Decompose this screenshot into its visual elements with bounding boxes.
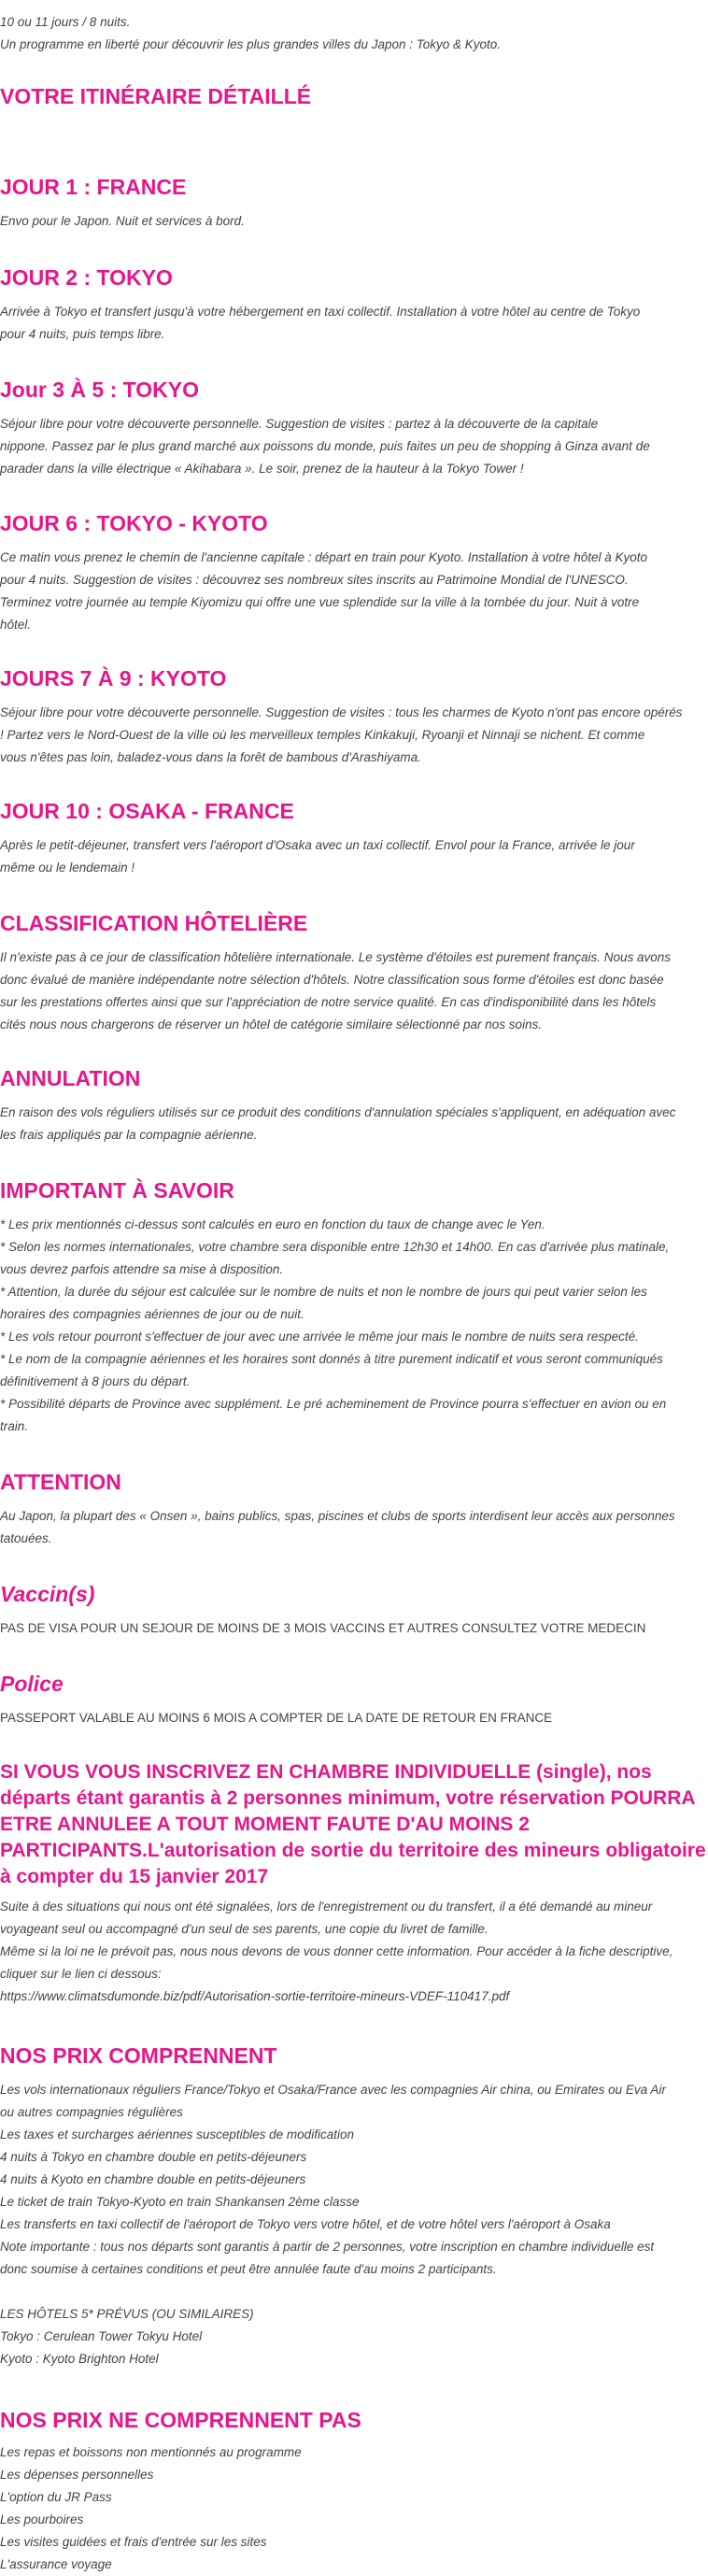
police-section (0, 1670, 552, 1729)
section-title: IMPORTANT À SAVOIR (0, 1178, 234, 1203)
section-text-line: définitivement à 8 jours du départ. (0, 1374, 191, 1388)
section-text-line: ou autres compagnies régulières (0, 2105, 183, 2119)
single-title (0, 1759, 706, 1890)
vaccins-section (0, 1580, 645, 1640)
day-text-line: Ce matin vous prenez le chemin de l'ancienne capitale : départ en train pour Kyoto. Installation à votre hôtel à Kyoto (0, 550, 647, 564)
day-section (0, 509, 647, 636)
day-text-line: Terminez votre journée au temple Kiyomizu qui offre une vue splendide sur la ville à la tombée du jour. Nuit à votre (0, 595, 640, 609)
section-text-line: En raison des vols réguliers utilisés sur ce produit des conditions d'annulation spéciales s'appliquent, en adéquation avec (0, 1105, 676, 1119)
section-text-line: Les pourboires (0, 2512, 84, 2526)
section-text-line: voyageant seul ou accompagné d'un seul de ses parents, une copie du livret de famille. (0, 1922, 489, 1936)
section-text-line: Les vols internationaux réguliers France/Tokyo et Osaka/France avec les compagnies Air china, ou Emirates ou Eva Air (0, 2083, 666, 2097)
section-text-line: Note importante : tous nos départs sont garantis à partir de 2 personnes, votre inscription en chambre individuelle est (0, 2240, 655, 2254)
section-text-line: * Possibilité départs de Province avec supplément. Le pré acheminement de Province pourra s'effectuer en avion ou en (0, 1397, 667, 1411)
section-text-line: cliquer sur le lien ci dessous: (0, 1967, 162, 1981)
intro (0, 11, 501, 56)
day-text-line: même ou le lendemain ! (0, 861, 135, 875)
section-text-line: Les taxes et surcharges aériennes susceptibles de modification (0, 2128, 354, 2142)
section-text-line: * Selon les normes internationales, votre chambre sera disponible entre 12h30 et 14h00. En cas d'arrivée plus matinale, (0, 1240, 670, 1254)
day-text-line: pour 4 nuits, puis temps libre. (0, 327, 165, 341)
section-title: CLASSIFICATION HÔTELIÈRE (0, 911, 308, 935)
attention-section (0, 1468, 675, 1550)
hotels-heading: LES HÔTELS 5* PRÉVUS (OU SIMILAIRES) (0, 2307, 254, 2321)
section-text-line: L'assurance voyage (0, 2557, 112, 2571)
day-text-line: pour 4 nuits. Suggestion de visites : découvrez ses nombreux sites inscrits au Patrimoine Mondial de l'UNESCO. (0, 573, 629, 587)
section-text-line: donc soumise à certaines conditions et peut être annulée faute d'au moins 2 participants. (0, 2262, 497, 2276)
hotel-item: Kyoto : Kyoto Brighton Hotel (0, 2352, 159, 2366)
section-text-line: Les repas et boissons non mentionnés au programme (0, 2445, 302, 2459)
section-text-line: horaires des compagnies aériennes de jour ou de nuit. (0, 1307, 304, 1321)
hotels-list (0, 2303, 666, 2370)
single-section (0, 1759, 706, 2008)
day-title: JOUR 2 : TOKYO (0, 265, 173, 290)
section-text-line: cités nous nous chargerons de réserver un hôtel de catégorie similaire sélectionné par nos soins. (0, 1018, 543, 1032)
day-text-line: vous n'êtes pas loin, baladez-vous dans la forêt de bambous d'Arashiyama. (0, 750, 421, 764)
section-text-line: les frais appliqués par la compagnie aérienne. (0, 1128, 258, 1142)
day-text-line: nippone. Passez par le plus grand marché aux poissons du monde, puis faites un peu de shopping à Ginza avant de (0, 439, 650, 453)
section-text-line: Les transferts en taxi collectif de l'aéroport de Tokyo vers votre hôtel, et de votre hôtel vers l'aéroport à Osaka (0, 2217, 611, 2231)
section-text-line: * Le nom de la compagnie aériennes et les horaires sont donnés à titre purement indicatif et vous seront communiqués (0, 1352, 663, 1366)
section-title: Police (0, 1672, 64, 1696)
section-title: ATTENTION (0, 1470, 121, 1494)
day-section (0, 263, 640, 346)
section-text-line: 4 nuits à Kyoto en chambre double en petits-déjeuners (0, 2172, 306, 2186)
section-text-line: sur les prestations offertes ainsi que sur l'appréciation de notre service qualité. En cas d'indisponibilité dans les hôtels (0, 995, 657, 1009)
section-text-line: 4 nuits à Tokyo en chambre double en petits-déjeuners (0, 2150, 307, 2164)
day-text-line: Séjour libre pour votre découverte personnelle. Suggestion de visites : tous les charmes de Kyoto n'ont pas encore opérés (0, 705, 683, 719)
section-text-line: L'option du JR Pass (0, 2490, 112, 2504)
intro-line-2: Un programme en liberté pour découvrir les plus grandes villes du Japon : Tokyo & Kyoto. (0, 37, 502, 51)
section-title: ANNULATION (0, 1066, 141, 1090)
section-title: NOS PRIX NE COMPRENNENT PAS (0, 2408, 361, 2432)
day-text-line: Envo pour le Japon. Nuit et services à bord. (0, 214, 245, 228)
section-text-line: Il n'existe pas à ce jour de classification hôtelière internationale. Le système d'étoiles est purement français. Nous avons (0, 950, 672, 964)
section-text-line: Les visites guidées et frais d'entrée sur les sites (0, 2535, 267, 2549)
day-text-line: ! Partez vers le Nord-Ouest de la ville où les merveilleux temples Kinkakuji, Ryoanji et Ninnaji se nichent. Et comme (0, 728, 645, 742)
single-title-line: ETRE ANNULEE A TOUT MOMENT FAUTE D'AU MOINS 2 (0, 1814, 530, 1835)
section-text-line: PAS DE VISA POUR UN SEJOUR DE MOINS DE 3 MOIS VACCINS ET AUTRES CONSULTEZ VOTRE MEDECIN (0, 1621, 646, 1635)
section-text-line: train. (0, 1419, 29, 1433)
section-text-line: Même si la loi ne le prévoit pas, nous nous devons de vous donner cette information. Pour accéder à la fiche descriptive, (0, 1944, 673, 1958)
intro-line-1: 10 ou 11 jours / 8 nuits. (0, 15, 131, 29)
day-section (0, 664, 683, 769)
single-title-line: à compter du 15 janvier 2017 (0, 1866, 269, 1887)
single-title-line: SI VOUS VOUS INSCRIVEZ EN CHAMBRE INDIVIDUELLE (single), nos (0, 1761, 652, 1783)
section-text-line: PASSEPORT VALABLE AU MOINS 6 MOIS A COMPTER DE LA DATE DE RETOUR EN FRANCE (0, 1711, 553, 1725)
day-section (0, 376, 650, 480)
annulation-section (0, 1064, 675, 1146)
section-text-line: Au Japon, la plupart des « Onsen », bains publics, spas, piscines et clubs de sports interdisent leur accès aux personnes (0, 1509, 675, 1523)
section-text-line: Le ticket de train Tokyo-Kyoto en train Shankansen 2ème classe (0, 2195, 360, 2209)
section-text-line: vous devrez parfois attendre sa mise à disposition. (0, 1262, 284, 1276)
section-text-line: donc évalué de manière indépendante notre sélection d'hôtels. Notre classification sous forme d'étoiles est donc basée (0, 973, 664, 987)
section-text-line: * Attention, la durée du séjour est calculée sur le nombre de nuits et non le nombre de jours qui peut varier selon les (0, 1285, 647, 1299)
classification-section (0, 909, 671, 1036)
day-section (0, 797, 635, 879)
day-title: Jour 3 À 5 : TOKYO (0, 377, 200, 402)
section-text-line: tatouées. (0, 1531, 52, 1545)
important-section (0, 1176, 669, 1438)
day-title: JOURS 7 À 9 : KYOTO (0, 666, 227, 690)
section-title: Vaccin(s) (0, 1582, 95, 1606)
single-title-line: départs étant garantis à 2 personnes minimum, votre réservation POURRA (0, 1787, 696, 1809)
section-text-line: * Les prix mentionnés ci-dessus sont calculés en euro en fonction du taux de change avec le Yen. (0, 1217, 545, 1231)
day-text-line: parader dans la ville électrique « Akihabara ». Le soir, prenez de la hauteur à la Tokyo Tower ! (0, 462, 524, 476)
prix-exclus-section (0, 2406, 361, 2576)
day-title: JOUR 10 : OSAKA - FRANCE (0, 799, 294, 823)
prix-inclus-section (0, 2042, 666, 2370)
day-text-line: Après le petit-déjeuner, transfert vers l'aéroport d'Osaka avec un taxi collectif. Envol pour la France, arrivée le jour (0, 838, 635, 852)
pdf-link[interactable]: https://www.climatsdumonde.biz/pdf/Autorisation-sortie-territoire-mineurs-VDEF-110417.pdf (0, 1989, 510, 2003)
single-title-line: PARTICIPANTS.L'autorisation de sortie du territoire des mineurs obligatoire (0, 1840, 706, 1861)
day-title: JOUR 1 : FRANCE (0, 175, 187, 199)
hotel-item: Tokyo : Cerulean Tower Tokyu Hotel (0, 2329, 203, 2343)
day-title: JOUR 6 : TOKYO - KYOTO (0, 511, 268, 535)
day-text-line: Arrivée à Tokyo et transfert jusqu'à votre hébergement en taxi collectif. Installation à votre hôtel au centre de Tokyo (0, 305, 641, 319)
section-text-line: * Les vols retour pourront s'effectuer de jour avec une arrivée le même jour mais le nombre de nuits sera respecté. (0, 1330, 639, 1344)
day-text-line: Séjour libre pour votre découverte personnelle. Suggestion de visites : partez à la découverte de la capitale (0, 417, 599, 431)
day-text-line: hôtel. (0, 618, 32, 632)
itinerary-title: VOTRE ITINÉRAIRE DÉTAILLÉ (0, 84, 312, 108)
section-title: NOS PRIX COMPRENNENT (0, 2043, 277, 2068)
day-section (0, 173, 245, 233)
section-text-line: Suite à des situations qui nous ont été signalées, lors de l'enregistrement ou du transfert, il a été demandé au mineur (0, 1900, 653, 1914)
section-text-line: Les dépenses personnelles (0, 2468, 154, 2482)
